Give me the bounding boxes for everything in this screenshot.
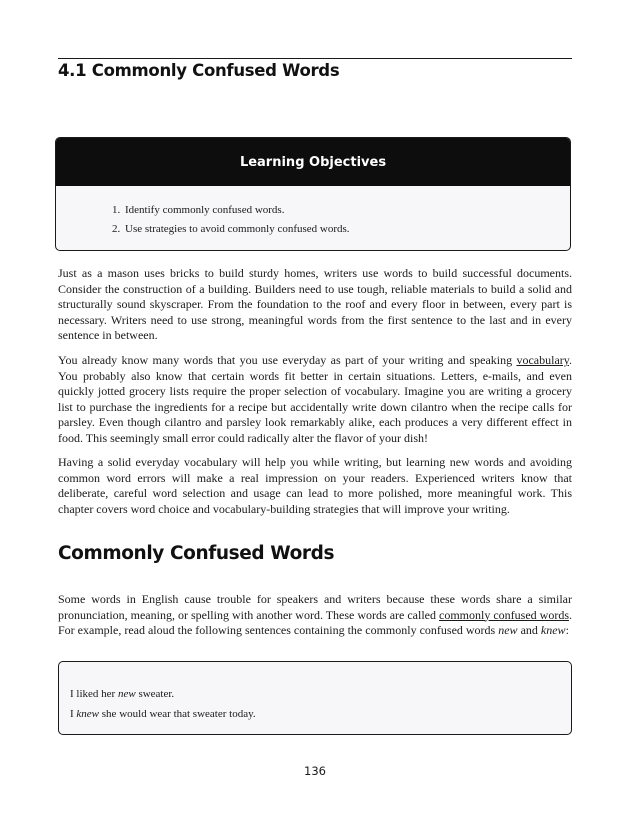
word-knew: knew — [540, 623, 566, 638]
paragraph-confused-words — [58, 592, 572, 639]
paragraph-intro: Just as a mason uses bricks to build sturdy homes, writers use words to build successful documents. Consider the construction of a building. Builders need to use tough, reliable materials to build a solid and structurally sound skyscraper. From the foundation to the roof and every floor in between, every part is necessary. Writers need to use strong, meaningful words from the first sentence to the last and in every sentence in between. — [58, 266, 572, 343]
text: You already know many words that you use everyday as part of your writing and speaking — [58, 353, 517, 367]
objective-item: 2. Use strategies to avoid commonly confused words. — [123, 220, 570, 239]
objective-item: 1. Identify commonly confused words. — [123, 201, 570, 220]
emphasis-new: new — [117, 688, 136, 700]
learning-objectives-box — [55, 137, 571, 251]
example-box — [58, 661, 572, 735]
heading-commonly-confused-words: Commonly Confused Words — [58, 543, 335, 564]
commonly-confused-words-link[interactable]: commonly confused words — [439, 607, 569, 622]
example-line-1 — [70, 684, 571, 704]
text: Some words in English cause trouble for speakers and writers because these words share a similar pronunciation, meaning, or spelling with another word. These words are called — [58, 592, 572, 622]
vocabulary-link[interactable]: vocabulary — [516, 353, 569, 367]
text: sweater. — [135, 688, 175, 700]
text: . For example, read aloud the following sentences containing the commonly confused words — [58, 607, 572, 638]
text: . You probably also know that certain words fit better in certain situations. Letters, e-mails, and even quickly jotted grocery lists require the proper selection of vocabulary. Imagine you are writing a grocery list to purchase the ingredients for a recipe but accidentally write down cilantro when the recipe calls for parsley. Even though cilantro and parsley look remarkably alike, each produces a very different effect in food. This seemingly small error could radically alter the flavor of your dish! — [58, 353, 572, 445]
text: : — [565, 623, 569, 638]
paragraph-vocabulary — [58, 353, 572, 447]
section-title: 4.1 Commonly Confused Words — [58, 61, 340, 80]
page-number: 136 — [304, 764, 326, 778]
top-rule — [58, 58, 572, 59]
example-line-2 — [70, 704, 571, 724]
learning-objectives-heading: Learning Objectives — [56, 138, 570, 186]
paragraph-solid-vocabulary: Having a solid everyday vocabulary will help you while writing, but learning new words and avoiding common word errors will make a real impression on your readers. Experienced writers know that deliberate, careful word selection and usage can lead to more polished, more meaningful work. This chapter covers word choice and vocabulary-building strategies that will improve your writing. — [58, 455, 572, 516]
text: I — [70, 708, 77, 720]
word-new: new — [498, 623, 518, 638]
objectives-list — [56, 186, 570, 239]
text: I liked her — [70, 688, 118, 700]
emphasis-knew: knew — [76, 708, 100, 720]
text: she would wear that sweater today. — [99, 708, 256, 720]
text: and — [517, 623, 541, 638]
